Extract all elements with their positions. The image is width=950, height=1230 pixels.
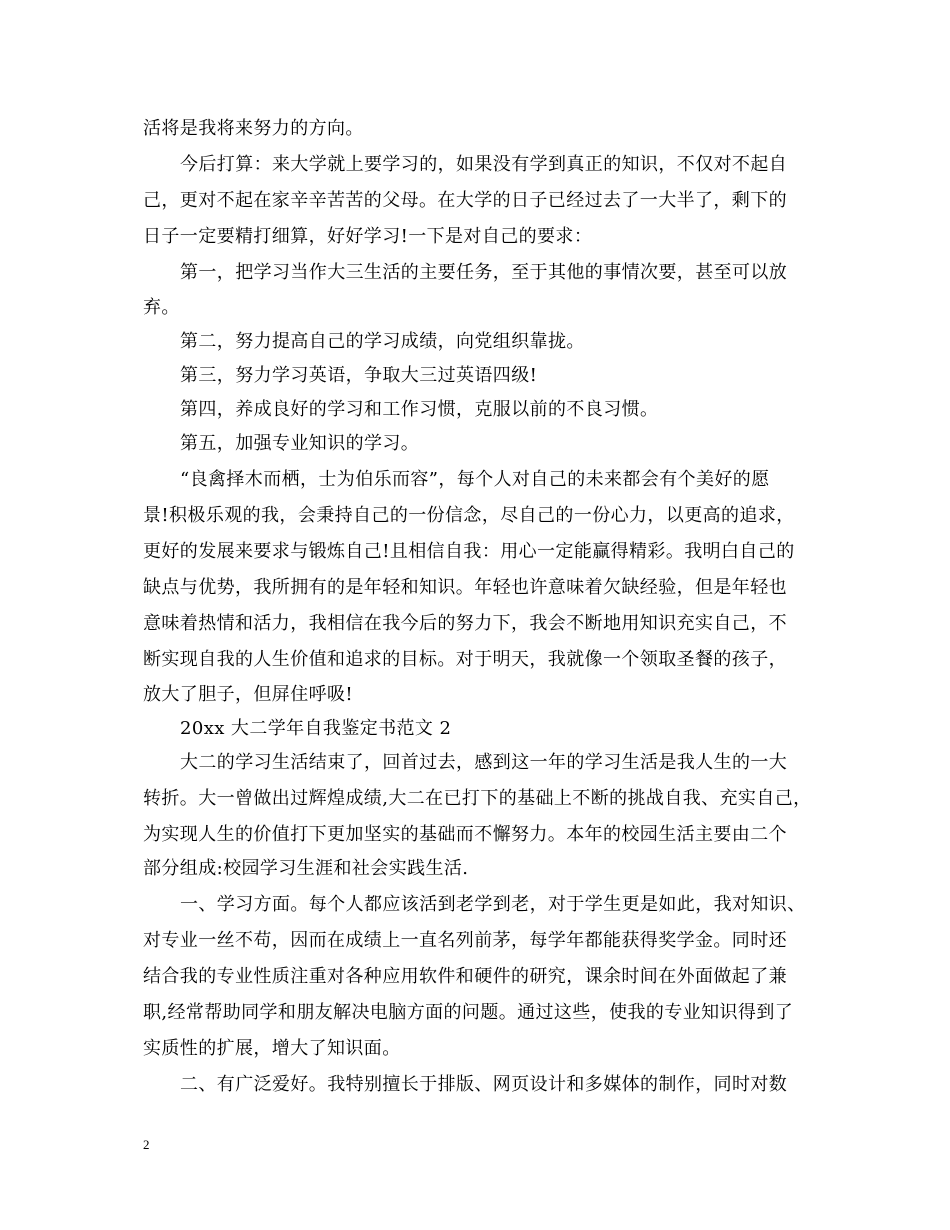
text-line: 更好的发展来要求与锻炼自己!且相信自我：用心一定能赢得精彩。我明白自己的: [143, 541, 795, 562]
text-line: 弃。: [143, 297, 180, 318]
text-line: 结合我的专业性质注重对各种应用软件和硬件的研究，课余时间在外面做起了兼: [143, 966, 787, 987]
text-line: 己，更对不起在家辛辛苦苦的父母。在大学的日子已经过去了一大半了，剩下的: [143, 190, 787, 211]
text-line: 景!积极乐观的我，会秉持自己的一份信念，尽自己的一份心力，以更高的追求，: [143, 505, 795, 526]
text-line: 职,经常帮助同学和朋友解决电脑方面的问题。通过这些，使我的专业知识得到了: [143, 1002, 794, 1023]
text-line: 一、学习方面。每个人都应该活到老学到老，对于学生更是如此，我对知识、: [180, 894, 806, 915]
text-line: 对专业一丝不苟，因而在成绩上一直名列前茅，每学年都能获得奖学金。同时还: [143, 930, 787, 951]
text-line: 部分组成:校园学习生涯和社会实践生活.: [143, 858, 469, 879]
section-heading: 20xx 大二学年自我鉴定书范文 2: [180, 718, 452, 739]
text-line: 放大了胆子，但屏住呼吸!: [143, 684, 354, 705]
text-line: 为实现人生的价值打下更加坚实的基础而不懈努力。本年的校园生活主要由二个: [143, 824, 787, 845]
text-line: 活将是我将来努力的方向。: [143, 118, 364, 139]
text-line: 第二，努力提高自己的学习成绩，向党组织靠拢。: [180, 331, 585, 352]
text-line: 意味着热情和活力，我相信在我今后的努力下，我会不断地用知识充实自己，不: [143, 613, 787, 634]
text-line: 大二的学习生活结束了，回首过去，感到这一年的学习生活是我人生的一大: [180, 752, 788, 773]
text-line: 二、有广泛爱好。我特别擅长于排版、网页设计和多媒体的制作，同时对数: [180, 1074, 788, 1095]
text-line: 缺点与优势，我所拥有的是年轻和知识。年轻也许意味着欠缺经验，但是年轻也: [143, 577, 787, 598]
text-line: 断实现自我的人生价值和追求的目标。对于明天，我就像一个领取圣餐的孩子，: [143, 649, 787, 670]
text-line: 实质性的扩展，增大了知识面。: [143, 1038, 401, 1059]
text-line: 第五，加强专业知识的学习。: [180, 433, 420, 454]
text-line: 今后打算：来大学就上要学习的，如果没有学到真正的知识，不仅对不起自: [180, 154, 788, 175]
text-line: 第四，养成良好的学习和工作习惯，克服以前的不良习惯。: [180, 399, 659, 420]
page-number: 2: [143, 1137, 150, 1152]
text-line: 第三，努力学习英语，争取大三过英语四级!: [180, 365, 538, 386]
text-line: “良禽择木而栖，士为伯乐而容”，每个人对自己的未来都会有个美好的愿: [180, 469, 770, 490]
text-line: 转折。大一曾做出过辉煌成绩,大二在已打下的基础上不断的挑战自我、充实自己，: [143, 788, 812, 809]
text-line: 第一，把学习当作大三生活的主要任务，至于其他的事情次要，甚至可以放: [180, 262, 788, 283]
text-line: 日子一定要精打细算，好好学习!一下是对自己的要求：: [143, 226, 593, 247]
